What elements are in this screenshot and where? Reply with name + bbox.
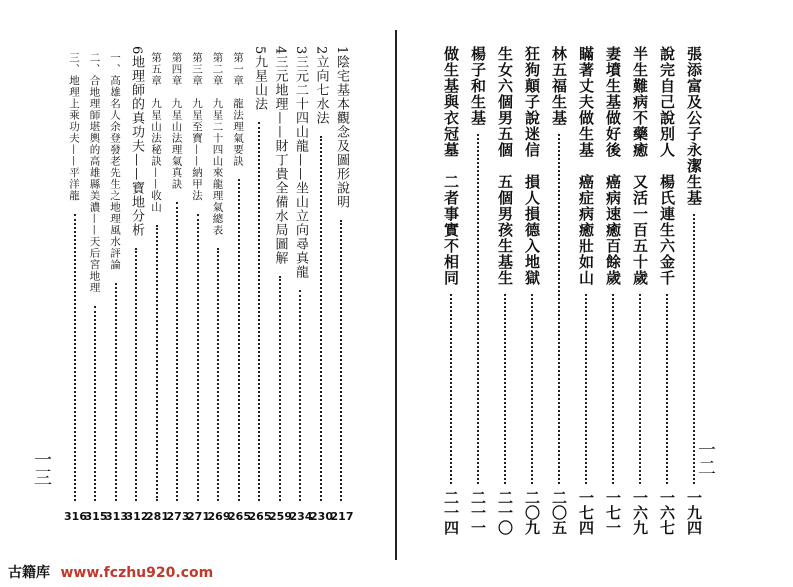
toc-entry-title: 林五福生基 [550,46,568,126]
toc-leader-dots [176,202,180,501]
toc-entry-title: 半生難病不藥癒 又活一百五十歲 [631,46,649,286]
toc-entry-page: 一六九 [631,490,649,535]
toc-leader-dots [666,294,670,484]
toc-entry-title: 三、地理上乘功夫——平洋龍 [68,52,80,202]
toc-entry-title: 第四章 九星山法理氣真訣 [170,52,183,190]
toc-leader-dots [585,294,589,484]
toc-entry-title: 張添富及公子永潔生基 [685,46,703,206]
toc-entry-page: 230 [310,510,333,523]
right-page [396,0,793,587]
toc-leader-dots [477,134,481,484]
toc-entry-page: 316 [64,510,87,523]
toc-leader-dots [94,306,98,502]
toc-leader-dots [299,290,303,501]
toc-entry-page: 312 [125,510,149,523]
toc-entry-page: 273 [166,510,190,523]
toc-entry-page: 一六七 [658,490,676,535]
left-page-folio: 一三 [31,450,52,486]
toc-entry-title: 第一章 龍法理氣要訣 [232,52,244,167]
site-watermark [8,562,213,582]
toc-leader-dots [74,214,78,502]
left-page [0,0,396,587]
toc-leader-dots [450,294,454,484]
toc-leader-dots [693,214,697,484]
site-url[interactable]: www.fczhu920.com [60,565,214,581]
toc-entry-page: 一七一 [604,490,622,535]
toc-entry-title: 5九星山法 [252,46,267,112]
toc-leader-dots [320,136,324,501]
toc-entry-title: 6地理師的真功夫——寶地分析 [129,46,144,238]
toc-entry-page: 281 [146,510,169,523]
toc-entry-page: 一七四 [577,490,595,535]
toc-entry-title: 狂狗顛子說迷信 損人損德入地獄 [523,46,541,286]
toc-entry-page: 二一四 [442,490,460,535]
toc-entry-page: 234 [289,510,313,523]
toc-entry-page: 269 [207,510,231,523]
toc-entry-title: 妻墳生基做好後 癌病速癒百餘歲 [604,46,622,286]
toc-entry-title: 第二章 九星二十四山來龍理氣總表 [211,52,224,236]
toc-entry-title: 瞞著丈夫做生基 癌症病癒壯如山 [577,46,595,286]
toc-leader-dots [504,294,508,484]
right-page-folio: 一二 [695,440,716,476]
toc-leader-dots [612,294,616,484]
toc-entry-title: 1陰宅基本觀念及圖形說明 [334,46,349,210]
toc-entry-title: 第三章 九星至寶——納甲法 [191,52,203,202]
toc-leader-dots [156,225,160,501]
toc-entry-page: 217 [330,510,354,523]
toc-leader-dots [258,122,262,501]
toc-entry-page: 265 [248,510,272,523]
site-logo: 古籍库 [8,565,50,581]
toc-entry-page: 二〇九 [523,490,541,535]
toc-leader-dots [238,179,242,501]
toc-entry-title: 說完自己說別人 楊氏連生六金千 [658,46,676,286]
toc-leader-dots [217,248,221,501]
toc-entry-title: 楊子和生基 [469,46,487,126]
toc-entry-title: 3三元二十四山龍——坐山立向尋真龍 [293,46,308,280]
toc-entry-title: 第五章 九星山法秘訣——收山 [150,52,162,213]
toc-leader-dots [279,276,283,501]
toc-entry-page: 259 [269,510,292,523]
toc-entry-title: 生女六個男五個 五個男孩生基生 [496,46,514,286]
toc-entry-title: 4三元地理——財丁貴全備水局圖解 [272,46,288,266]
toc-leader-dots [135,248,139,501]
toc-entry-title: 一、高雄名人余登發老先生之地理風水評論 [109,52,121,271]
toc-entry-title: 做生基與衣冠墓 二者事實不相同 [442,46,460,286]
toc-leader-dots [340,220,344,501]
toc-entry-page: 313 [105,510,128,523]
toc-entry-title: 二、合地理師堪輿的高雄縣美濃——天后宮地理 [88,52,101,294]
toc-leader-dots [639,294,643,484]
toc-entry-page: 265 [228,510,251,523]
toc-leader-dots [558,134,562,484]
toc-leader-dots [115,283,119,502]
toc-leader-dots [197,214,201,502]
toc-entry-page: 315 [84,510,108,523]
toc-entry-page: 二一一 [469,490,487,535]
toc-entry-page: 271 [187,510,210,523]
toc-entry-page: 二〇五 [550,490,568,535]
toc-entry-page: 二一〇 [496,490,514,535]
toc-leader-dots [531,294,535,484]
toc-entry-page: 一九四 [685,490,703,535]
toc-entry-title: 2立向七水法 [313,46,329,126]
